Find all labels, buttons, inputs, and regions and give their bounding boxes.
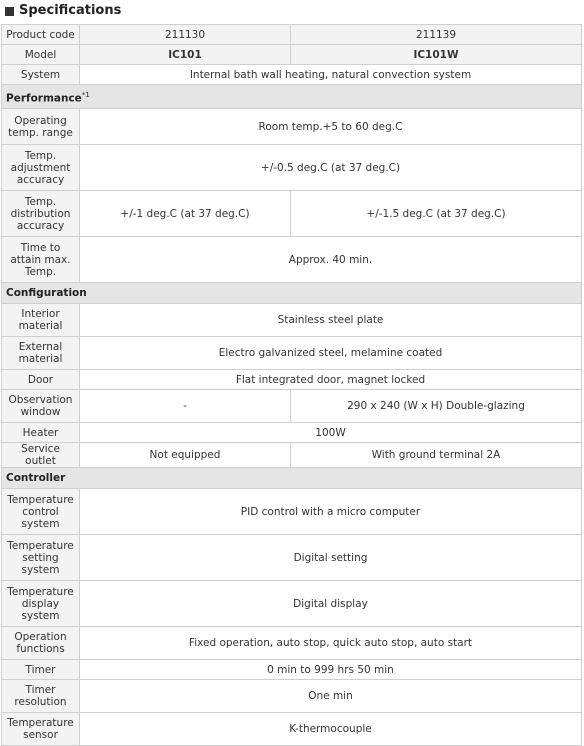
row-value-ic101w: With ground terminal 2A bbox=[291, 443, 582, 468]
table-row bbox=[2, 390, 582, 423]
model-2: IC101W bbox=[291, 45, 582, 65]
table-row bbox=[2, 680, 582, 713]
table-row bbox=[2, 660, 582, 680]
table-row bbox=[2, 109, 582, 145]
row-value: Approx. 40 min. bbox=[80, 237, 582, 283]
row-label: Temperature display system bbox=[2, 581, 80, 627]
row-label: Heater bbox=[2, 423, 80, 443]
row-label: Temperature sensor bbox=[2, 713, 80, 746]
row-label: External material bbox=[2, 337, 80, 370]
product-code-2: 211139 bbox=[291, 25, 582, 45]
row-value: K-thermocouple bbox=[80, 713, 582, 746]
section-configuration bbox=[2, 283, 582, 304]
row-value: 100W bbox=[80, 423, 582, 443]
row-value: Fixed operation, auto stop, quick auto stop, auto start bbox=[80, 627, 582, 660]
section-performance-title: Performance bbox=[6, 92, 82, 105]
row-label: Interior material bbox=[2, 304, 80, 337]
model-row bbox=[2, 45, 582, 65]
table-row bbox=[2, 304, 582, 337]
table-row bbox=[2, 627, 582, 660]
model-1: IC101 bbox=[80, 45, 291, 65]
row-value: Electro galvanized steel, melamine coated bbox=[80, 337, 582, 370]
footnote-marker: *1 bbox=[81, 90, 90, 99]
row-value-ic101: +/-1 deg.C (at 37 deg.C) bbox=[80, 191, 291, 237]
row-value: Stainless steel plate bbox=[80, 304, 582, 337]
row-label: Operation functions bbox=[2, 627, 80, 660]
section-controller-title: Controller bbox=[2, 468, 582, 489]
row-label: Temp. distribution accuracy bbox=[2, 191, 80, 237]
row-value: One min bbox=[80, 680, 582, 713]
product-code-label: Product code bbox=[2, 25, 80, 45]
row-value-ic101w: +/-1.5 deg.C (at 37 deg.C) bbox=[291, 191, 582, 237]
table-row bbox=[2, 443, 582, 468]
row-value: +/-0.5 deg.C (at 37 deg.C) bbox=[80, 145, 582, 191]
table-row bbox=[2, 237, 582, 283]
row-value-ic101: Not equipped bbox=[80, 443, 291, 468]
row-label: Timer bbox=[2, 660, 80, 680]
row-value: PID control with a micro computer bbox=[80, 489, 582, 535]
row-value-ic101: - bbox=[80, 390, 291, 423]
table-row bbox=[2, 423, 582, 443]
table-row bbox=[2, 713, 582, 746]
table-row bbox=[2, 370, 582, 390]
specifications-table bbox=[1, 24, 582, 746]
row-label: Timer resolution bbox=[2, 680, 80, 713]
page-title bbox=[0, 0, 584, 22]
table-row bbox=[2, 337, 582, 370]
row-label: Operating temp. range bbox=[2, 109, 80, 145]
system-value: Internal bath wall heating, natural convection system bbox=[80, 65, 582, 85]
section-controller bbox=[2, 468, 582, 489]
row-value: 0 min to 999 hrs 50 min bbox=[80, 660, 582, 680]
row-value: Flat integrated door, magnet locked bbox=[80, 370, 582, 390]
row-label: Temperature control system bbox=[2, 489, 80, 535]
table-row bbox=[2, 145, 582, 191]
table-row bbox=[2, 191, 582, 237]
square-bullet-icon bbox=[5, 7, 14, 16]
row-value-ic101w: 290 x 240 (W x H) Double-glazing bbox=[291, 390, 582, 423]
table-row bbox=[2, 535, 582, 581]
section-configuration-title: Configuration bbox=[2, 283, 582, 304]
row-label: Observation window bbox=[2, 390, 80, 423]
row-label: Service outlet bbox=[2, 443, 80, 468]
row-label: Door bbox=[2, 370, 80, 390]
row-label: Time to attain max. Temp. bbox=[2, 237, 80, 283]
row-label: Temp. adjustment accuracy bbox=[2, 145, 80, 191]
row-label: Temperature setting system bbox=[2, 535, 80, 581]
product-code-row bbox=[2, 25, 582, 45]
model-label: Model bbox=[2, 45, 80, 65]
table-row bbox=[2, 581, 582, 627]
section-performance bbox=[2, 85, 582, 109]
row-value: Digital display bbox=[80, 581, 582, 627]
product-code-1: 211130 bbox=[80, 25, 291, 45]
title-text: Specifications bbox=[19, 3, 122, 18]
system-label: System bbox=[2, 65, 80, 85]
row-value: Room temp.+5 to 60 deg.C bbox=[80, 109, 582, 145]
table-row bbox=[2, 489, 582, 535]
row-value: Digital setting bbox=[80, 535, 582, 581]
system-row bbox=[2, 65, 582, 85]
